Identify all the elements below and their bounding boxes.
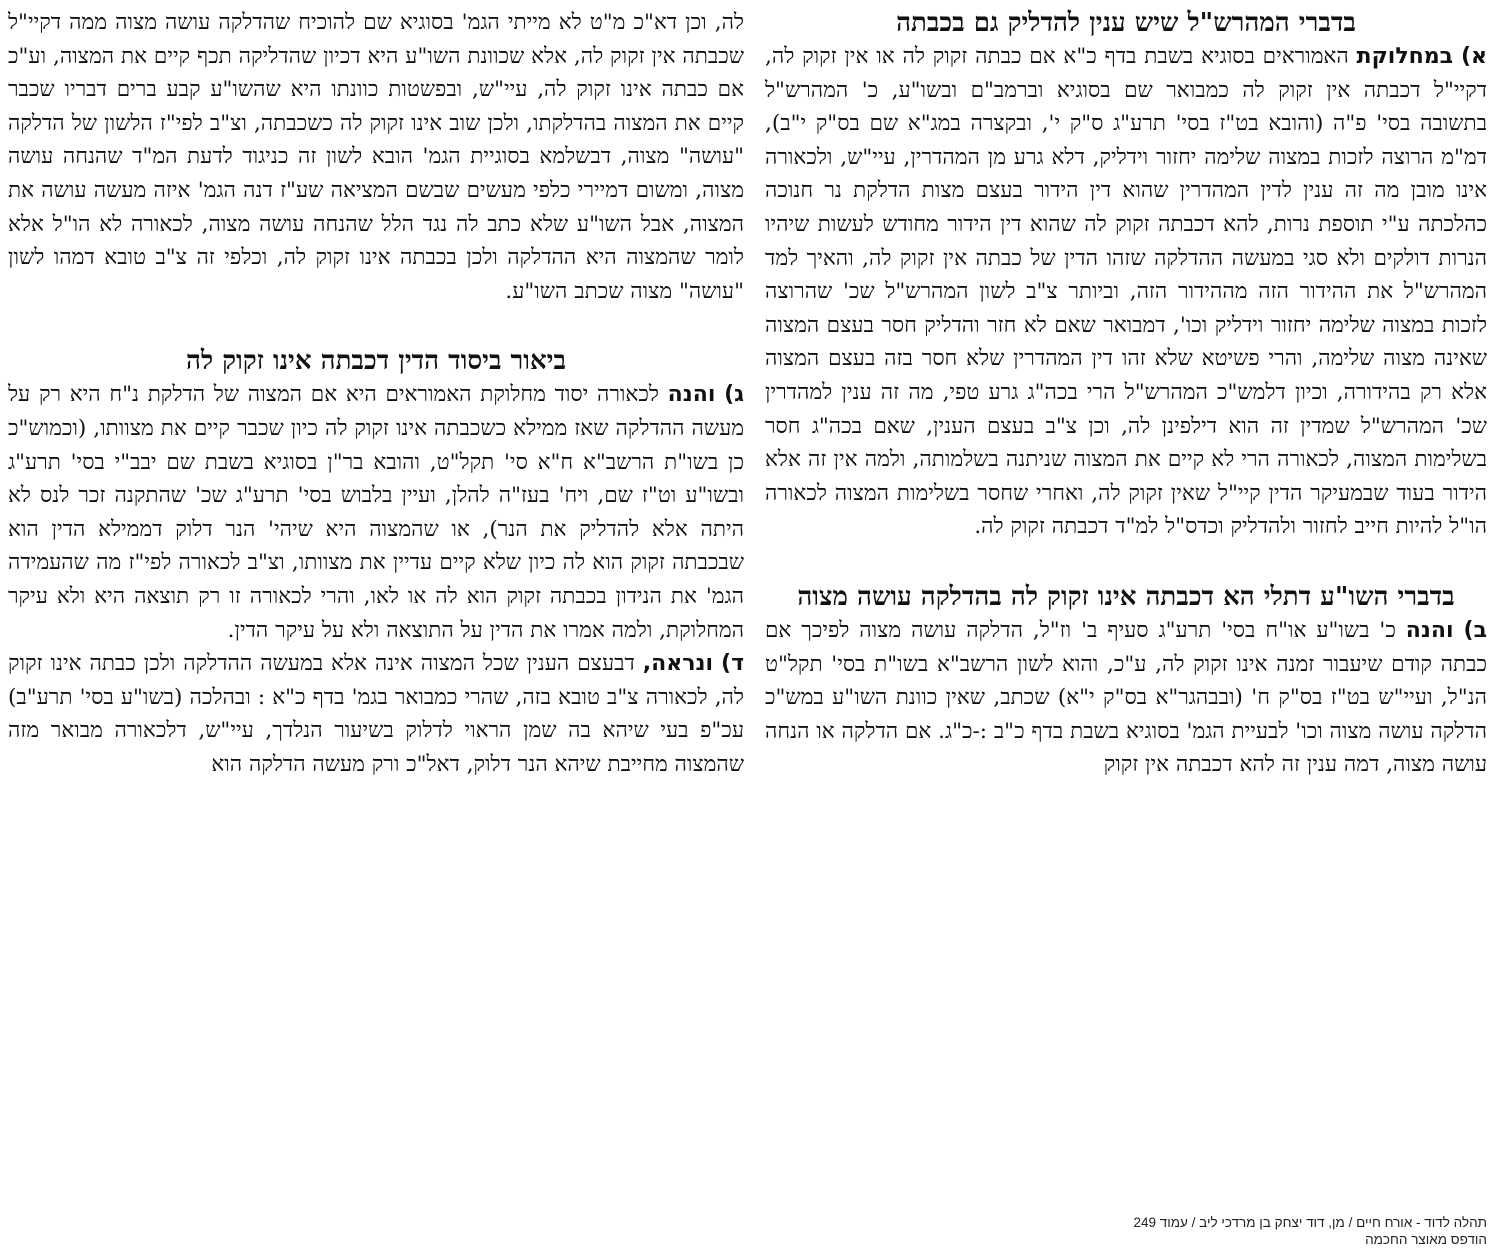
paragraph-marker-d: ד) xyxy=(721,651,745,677)
section-heading-yesod-hadin: ביאור ביסוד הדין דכבתה אינו זקוק לה xyxy=(186,346,566,377)
paragraph-d xyxy=(8,647,744,781)
section-spacer xyxy=(765,544,1487,580)
paragraph-d-text: דבעצם הענין שכל המצוה אינה אלא במעשה ההדלקה ולכן כבתה אינו זקוק לה, לכאורה צ"ב טובא בזה, שהרי כמבואר בגמ' בדף כ"א : ובהלכה (בשו"ע בסי' תרע"ב) עכ"פ בעי שיהא בה שמן הראוי לדלוק בשיעור הנלדך, עיי"ש, דלכאורה מבואר מזה שהמצוה מחייבת שיהא הנר דלוק, דאל"כ ורק מעשה הדלקה הוא xyxy=(8,651,744,777)
paragraph-c-lead: והנה xyxy=(667,382,716,408)
section-heading-maharshal: בדברי המהרש"ל שיש ענין להדליק גם בכבתה xyxy=(896,8,1356,38)
paragraph-continuation: לה, וכן דא"כ מ"ט לא מייתי הגמ' בסוגיא שם להוכיח שהדלקה עושה מצוה ממה דקיי"ל שכבתה אין זקוק לה, אלא שכוונת השו"ע היא דכיון שהדליקה תכף קיים את המצוה, וע"כ אם כבתה אינו זקוק לה, עיי"ש, ובפשטות כוונתו היא שהשו"ע קבע ברים דבריו שכבר קיים את המצוה בהדלקתו, ולכן שוב אינו זקוק לה כשכבתה, וצ"ב לפי"ז הלשון של הדלקה "עושה" מצוה, דבשלמא בסוגיית הגמ' הובא לשון זה כניגוד לדעת המ"ד שהנחה עושה מצוה, ומשום דמיירי כלפי מעשים שבשם המציאה שע"ז דנה הגמ' איזה מעשה עושה את המצוה, אבל השו"ע שלא כתב לה נגד הלל שהנחה עושה מצוה, לכאורה לא הו"ל אלא לומר שהמצוה היא ההדלקה ולכן בכבתה אינו זקוק לה, וכלפי זה צ"ב טובא דמהו לשון "עושה" מצוה שכתב השו"ע. xyxy=(8,10,744,304)
page-footer xyxy=(1134,1214,1488,1248)
section-spacer xyxy=(8,308,744,344)
right-column xyxy=(765,6,1487,782)
paragraph-c-text: לכאורה יסוד מחלוקת האמוראים היא אם המצוה של הדלקת נ"ח היא רק על מעשה ההדלקה שאז ממילא כשכבתה אינו זקוק לה כיון שכבר קיים את מצוותו, (וכמוש"כ כן בשו"ת הרשב"א ח"א סי' תקל"ט, והובא בר"ן בסוגיא בשבת שם יבב"י בסי' תרע"ג ובשו"ע וט"ז שם, ויח' בעז"ה להלן, ועיין בלבוש בסי' תרע"ג שכ' שהתקנה זכר לנס לא היתה אלא להדליק את הנר), או שהמצוה היא שיהי' הנר דלוק דממילא הדין הוא שבכבתה זקוק הוא לה כיון שלא קיים עדיין את מצוותו, וצ"ב לכאורה לפי"ז מה שהעמידה הגמ' את הנידון בכבתה זקוק הוא לה או לאו, והרי לכאורה זו רק תוצאה היא ולא עיקר המחלוקת, ולמה אמרו את הדין על התוצאה ולא על עיקר הדין. xyxy=(8,382,744,643)
footer-source-line: תהלה לדוד - אורח חיים / מן, דוד יצחק בן מרדכי ליב / עמוד 249 xyxy=(1133,1215,1487,1230)
paragraph-b xyxy=(765,614,1487,782)
paragraph-a xyxy=(765,40,1487,544)
paragraph-b-text: כ' בשו"ע או"ח בסי' תרע"ג סעיף ב' וז"ל, הדלקה עושה מצוה לפיכך אם כבתה קודם שיעבור זמנה אינו זקוק לה, ע"כ, והוא לשון הרשב"א בשו"ת בסי' תקל"ט הנ"ל, ועיי"ש בט"ז בס"ק ח' (ובבהגר"א בס"ק י"א) שכתב, שאין כוונת השו"ע במש"כ הדלקה עושה מצוה וכו' לבעיית הגמ' בסוגיא בשבת בדף כ"ב :-כ"ג. אם הדלקה או הנחה עושה מצוה, דמה ענין זה להא דכבתה אין זקוק xyxy=(765,617,1487,778)
paragraph-a-lead: במחלוקת xyxy=(1356,44,1454,69)
footer-printed-from: הודפס מאוצר החכמה xyxy=(1365,1232,1487,1247)
paragraph-a-text: האמוראים בסוגיא בשבת בדף כ"א אם כבתה זקוק לה או אין זקוק לה, דקיי"ל דכבתה אין זקוק לה כמבואר שם בסוגיא וברמב"ם ובשו"ע, כ' המהרש"ל בתשובה בסי' פ"ה (והובא בט"ז בסי' תרע"ג ס"ק י', ובקצרה במג"א שם בס"ק י"ב), דמ"מ הרוצה לזכות במצוה שלימה יחזור וידליק, דלא גרע מן המהדרין, עיי"ש, ולכאורה אינו מובן מה זה ענין לדין המהדרין שהוא דין הידור בעצם מצות הדלקת נר חנוכה כהלכתה ע"י תוספת נרות, להא דכבתה זקוק לה שהוא דין הידור מחודש לעשות שיהיו הנרות דולקים ולא סגי במעשה ההדלקה שזהו הדין של כבתה אין זקוק לה, והאיך למד המהרש"ל את ההידור הזה מההידור הזה, וביותר צ"ב לשון המהרש"ל שכ' שהרוצה לזכות במצוה שלימה יחזור וידליק וכו', דמבואר שאם לא חזר והדליק חסר בעצם המצוה שאינה מצוה שלימה, והרי פשיטא שלא זהו דין המהדרין שלא חסר בזה בעצם המצוה אלא רק בהידורה, וכיון דלמש"כ המהרש"ל הרי בכה"ג גרע טפי, מה זה ענין למהדרין שכ' המהרש"ל שמדין זה הוא דילפינן לה, וכן צ"ב בעצם הענין, שאם בכה"ג חסר בשלימות המצוה, לכאורה הרי לא קיים את המצוה שניתנה בשלמותה, ולמה אין זה אלא הידור בעוד שבמעיקר הדין קיי"ל שאין זקוק לה, ואחרי שחסר בשלימות המצוה לכאורה הו"ל להיות חייב לחזור ולהדליק וכדס"ל למ"ד דכבתה זקוק לה. xyxy=(765,44,1487,540)
paragraph-d-lead: ונראה, xyxy=(642,651,714,677)
paragraph-marker-c: ג) xyxy=(724,382,744,408)
paragraph-b-lead: והנה xyxy=(1405,617,1454,643)
paragraph-marker-a: א) xyxy=(1460,44,1488,69)
left-column xyxy=(8,6,744,781)
paragraph-c xyxy=(8,378,744,647)
paragraph-marker-b: ב) xyxy=(1463,617,1487,643)
section-heading-shulchan-aruch: בדברי השו"ע דתלי הא דכבתה אינו זקוק לה בהדלקה עושה מצוה xyxy=(797,581,1455,612)
